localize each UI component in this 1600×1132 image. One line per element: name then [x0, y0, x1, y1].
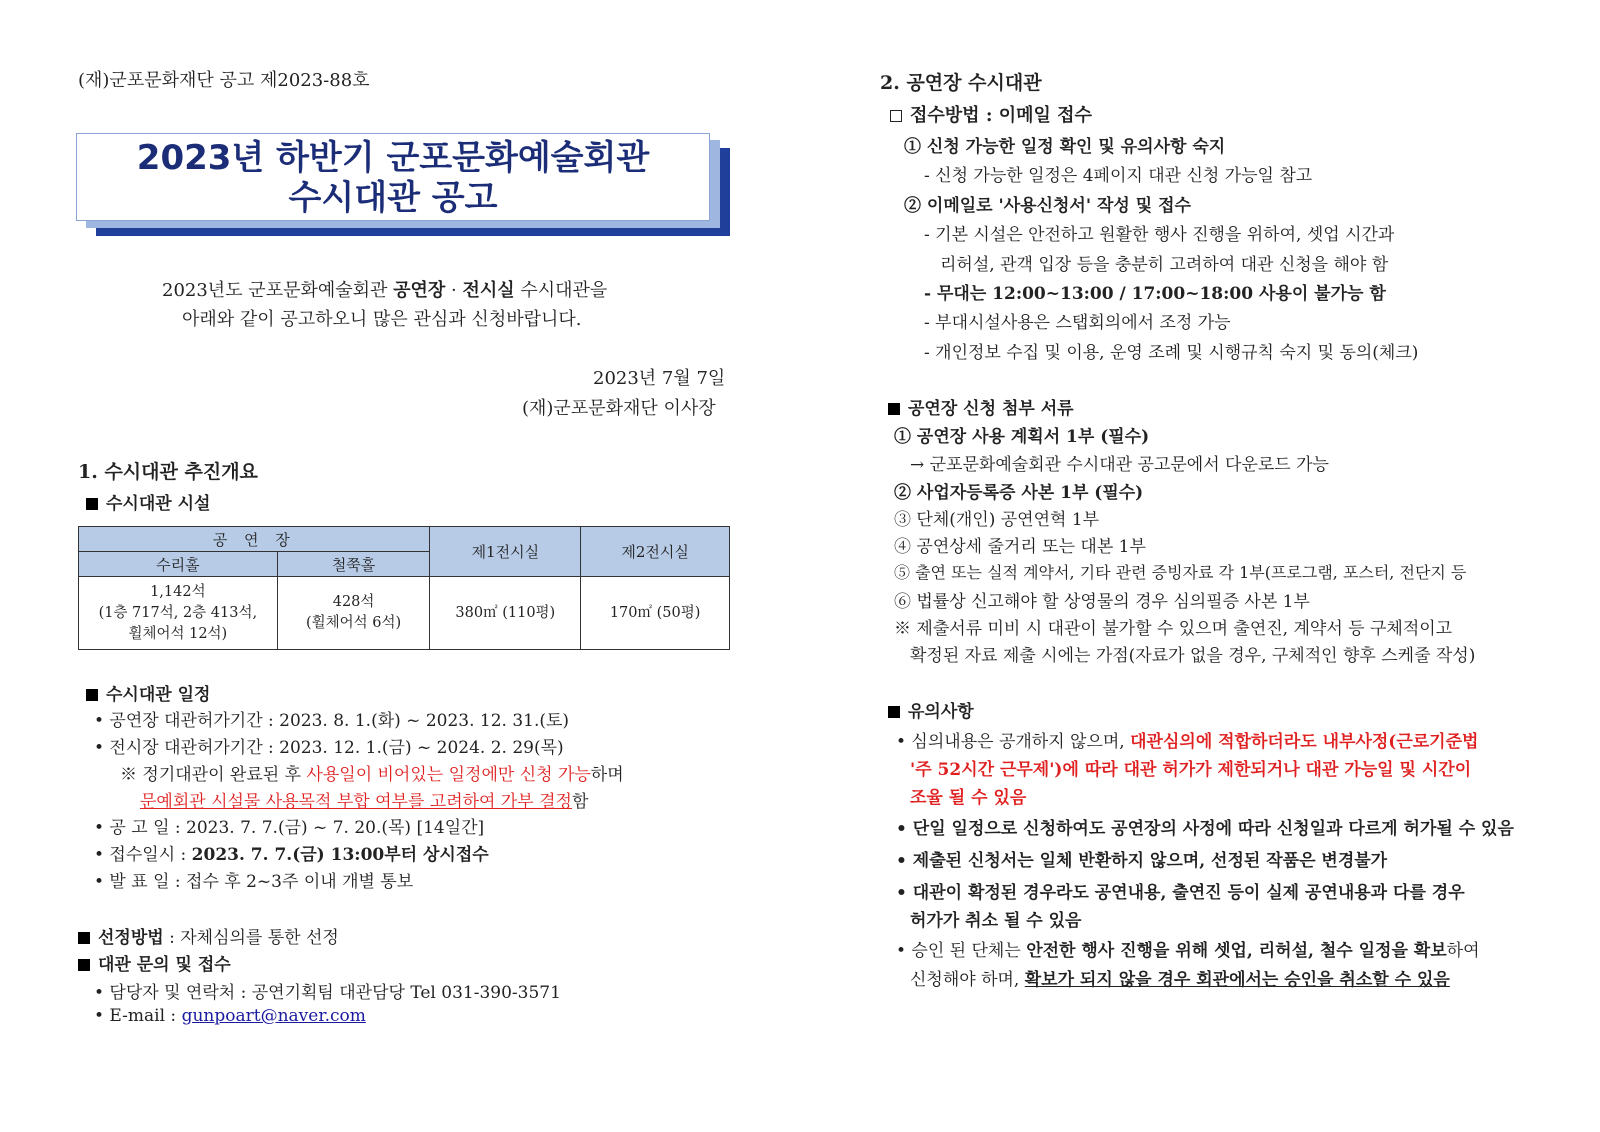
note-6-bold: 확보가 되지 않을 경우 회관에서는 승인을 취소할 수 있음	[1024, 970, 1450, 990]
title-line-2: 수시대관 공고	[288, 178, 498, 218]
table-group-header: 공 연 장	[79, 527, 430, 552]
section2-heading: 2. 공연장 수시대관	[880, 72, 1042, 94]
note-3: • 제출된 신청서는 일체 반환하지 않으며, 선정된 작품은 변경불가	[896, 851, 1388, 871]
step-1-detail: - 신청 가능한 일정은 4페이지 대관 신청 가능일 참고	[924, 166, 1313, 186]
notes-heading-text: 유의사항	[908, 702, 974, 722]
doc-3: ③ 단체(개인) 공연연혁 1부	[894, 510, 1100, 530]
note-1-red: 대관심의에 적합하더라도 내부사정(근로기준법	[1130, 732, 1479, 752]
intro-text: 2023년도 군포문화예술회관	[162, 280, 394, 301]
table-cell-surihall	[79, 577, 278, 650]
square-bullet-icon	[78, 959, 90, 971]
note2-text-end: 함	[571, 792, 589, 812]
inquiry-heading	[78, 950, 231, 975]
email-label: • E-mail :	[94, 1006, 182, 1026]
table-header-cheoljjukhall: 철쭉홀	[277, 552, 430, 577]
note-2: • 단일 일정으로 신청하여도 공연장의 사정에 따라 신청일과 다르게 허가될 수 있음	[896, 819, 1514, 839]
note-1-line-3: 조율 될 수 있음	[910, 788, 1027, 808]
selection-value: : 자체심의를 통한 선정	[163, 928, 339, 948]
step-1: ① 신청 가능한 일정 확인 및 유의사항 숙지	[904, 137, 1226, 157]
schedule-heading-text: 수시대관 일정	[106, 685, 211, 705]
table-cell-gallery2: 170㎡ (50평)	[581, 577, 730, 650]
doc-2: ② 사업자등록증 사본 1부 (필수)	[894, 483, 1144, 503]
schedule-heading	[86, 680, 210, 705]
issuer: (재)군포문화재단 이사장	[522, 398, 716, 419]
doc-note-2: 확정된 자료 제출 시에는 가점(자료가 없을 경우, 구체적인 향후 스케줄 작성)	[910, 646, 1476, 666]
contact-info: • 담당자 및 연락처 : 공연기획팀 대관담당 Tel 031-390-3571	[94, 983, 561, 1003]
schedule-submission	[94, 840, 489, 865]
table-cell-cheoljjukhall	[277, 577, 430, 650]
schedule-gallery-period: • 전시장 대관허가기간 : 2023. 12. 1.(금) ~ 2024. 2. 29(목)	[94, 738, 564, 758]
surihall-floors: (1층 717석, 2층 413석,	[98, 604, 258, 621]
note-4-line-2: 허가가 취소 될 수 있음	[910, 911, 1082, 931]
table-cell-gallery1: 380㎡ (110평)	[430, 577, 581, 650]
note-1-line-2: '주 52시간 근무제')에 따라 대관 허가가 제한되거나 대관 가능일 및 시간이	[910, 760, 1472, 780]
note-1	[896, 727, 1478, 752]
square-bullet-icon	[86, 498, 98, 510]
note-6-text: 신청해야 하며,	[910, 970, 1025, 990]
notice-number: (재)군포문화재단 공고 제2023-88호	[78, 70, 370, 91]
table-header-gallery2: 제2전시실	[581, 527, 730, 577]
note-text: ※ 정기대관이 완료된 후	[120, 765, 307, 785]
step-2-detail-3: - 부대시설사용은 스탭회의에서 조정 가능	[924, 313, 1231, 333]
table-header-gallery1: 제1전시실	[430, 527, 581, 577]
step-2-detail-4: - 개인정보 수집 및 이용, 운영 조례 및 시행규칙 숙지 및 동의(체크)	[924, 343, 1419, 363]
surihall-seats: 1,142석	[150, 583, 206, 600]
schedule-note-1	[120, 760, 624, 785]
square-bullet-icon	[86, 689, 98, 701]
schedule-announce-period: • 공 고 일 : 2023. 7. 7.(금) ~ 7. 20.(목) [14일간]	[94, 818, 485, 838]
surihall-wheelchair: 휠체어석 12석)	[128, 625, 228, 642]
submission-label: • 접수일시 :	[94, 845, 192, 865]
doc-1-detail: → 군포문화예술회관 수시대관 공고문에서 다운로드 가능	[910, 455, 1329, 475]
cheoljjukhall-seats: 428석	[332, 594, 375, 610]
docs-heading	[888, 394, 1074, 419]
step-2-detail-1b: 리허설, 관객 입장 등을 충분히 고려하여 대관 신청을 해야 함	[940, 255, 1389, 275]
note-red-text: 사용일이 비어있는 일정에만 신청 가능	[306, 765, 591, 785]
facilities-table	[78, 526, 730, 650]
doc-5: ⑤ 출연 또는 실적 계약서, 기타 관련 증빙자료 각 1부(프로그램, 포스터, 전단지 등	[894, 563, 1467, 582]
title-box	[76, 133, 710, 221]
email-row	[94, 1006, 366, 1026]
doc-6: ⑥ 법률상 신고해야 할 상영물의 경우 심의필증 사본 1부	[894, 592, 1310, 612]
notes-heading	[888, 697, 974, 722]
note-6	[910, 965, 1450, 990]
intro-bold-gallery: 전시실	[462, 280, 515, 301]
submission-value: 2023. 7. 7.(금) 13:00부터 상시접수	[191, 845, 489, 865]
intro-sep: ·	[445, 280, 463, 301]
note-5	[896, 936, 1480, 961]
section1-heading: 1. 수시대관 추진개요	[78, 461, 258, 483]
email-link[interactable]: gunpoart@naver.com	[181, 1006, 366, 1026]
note-5-bold: 안전한 행사 진행을 위해 셋업, 리허설, 철수 일정을 확보	[1026, 941, 1447, 961]
intro-line-1	[162, 276, 607, 302]
intro-text-end: 수시대관을	[514, 280, 608, 301]
note-4: • 대관이 확정된 경우라도 공연내용, 출연진 등이 실제 공연내용과 다를 경우	[896, 883, 1465, 903]
square-bullet-icon	[888, 706, 900, 718]
facilities-heading-text: 수시대관 시설	[106, 494, 211, 514]
note-5-text-end: 하여	[1446, 941, 1480, 961]
doc-1: ① 공연장 사용 계획서 1부 (필수)	[894, 427, 1150, 447]
notice-date: 2023년 7월 7일	[593, 368, 726, 389]
schedule-announcement: • 발 표 일 : 접수 후 2~3주 이내 개별 통보	[94, 872, 414, 892]
intro-bold-hall: 공연장	[393, 280, 446, 301]
note2-red-text: 문예회관 시설물 사용목적 부합 여부를 고려하여 가부 결정	[140, 792, 572, 812]
step-2-detail-1: - 기본 시설은 안전하고 원활한 행사 진행을 위하여, 셋업 시간과	[924, 225, 1395, 245]
note-text-end: 하며	[590, 765, 624, 785]
inquiry-heading-text: 대관 문의 및 접수	[98, 955, 231, 975]
note-1-text: • 심의내용은 공개하지 않으며,	[896, 732, 1131, 752]
square-bullet-icon	[888, 403, 900, 415]
table-header-surihall: 수리홀	[79, 552, 278, 577]
step-2-detail-2: - 무대는 12:00~13:00 / 17:00~18:00 사용이 불가능 함	[924, 284, 1386, 304]
checkbox-icon	[890, 110, 902, 122]
cheoljjukhall-wheelchair: (휠체어석 6석)	[305, 615, 402, 631]
doc-note-1: ※ 제출서류 미비 시 대관이 불가할 수 있으며 출연진, 계약서 등 구체적이고	[894, 619, 1453, 639]
schedule-note-2	[140, 787, 588, 812]
intro-line-2: 아래와 같이 공고하오니 많은 관심과 신청바랍니다.	[182, 309, 582, 330]
docs-heading-text: 공연장 신청 첨부 서류	[908, 399, 1074, 419]
step-2: ② 이메일로 '사용신청서' 작성 및 접수	[904, 196, 1191, 216]
title-line-1: 2023년 하반기 군포문화예술회관	[136, 138, 650, 178]
selection-label: 선정방법	[98, 928, 164, 948]
submission-method-text: 접수방법 : 이메일 접수	[910, 105, 1092, 126]
selection-method	[78, 923, 339, 948]
square-bullet-icon	[78, 932, 90, 944]
submission-method	[890, 101, 1092, 127]
doc-4: ④ 공연상세 줄거리 또는 대본 1부	[894, 537, 1146, 557]
note-5-text: • 승인 된 단체는	[896, 941, 1027, 961]
schedule-hall-period: • 공연장 대관허가기간 : 2023. 8. 1.(화) ~ 2023. 12. 31.(토)	[94, 711, 570, 731]
facilities-heading	[86, 489, 210, 514]
